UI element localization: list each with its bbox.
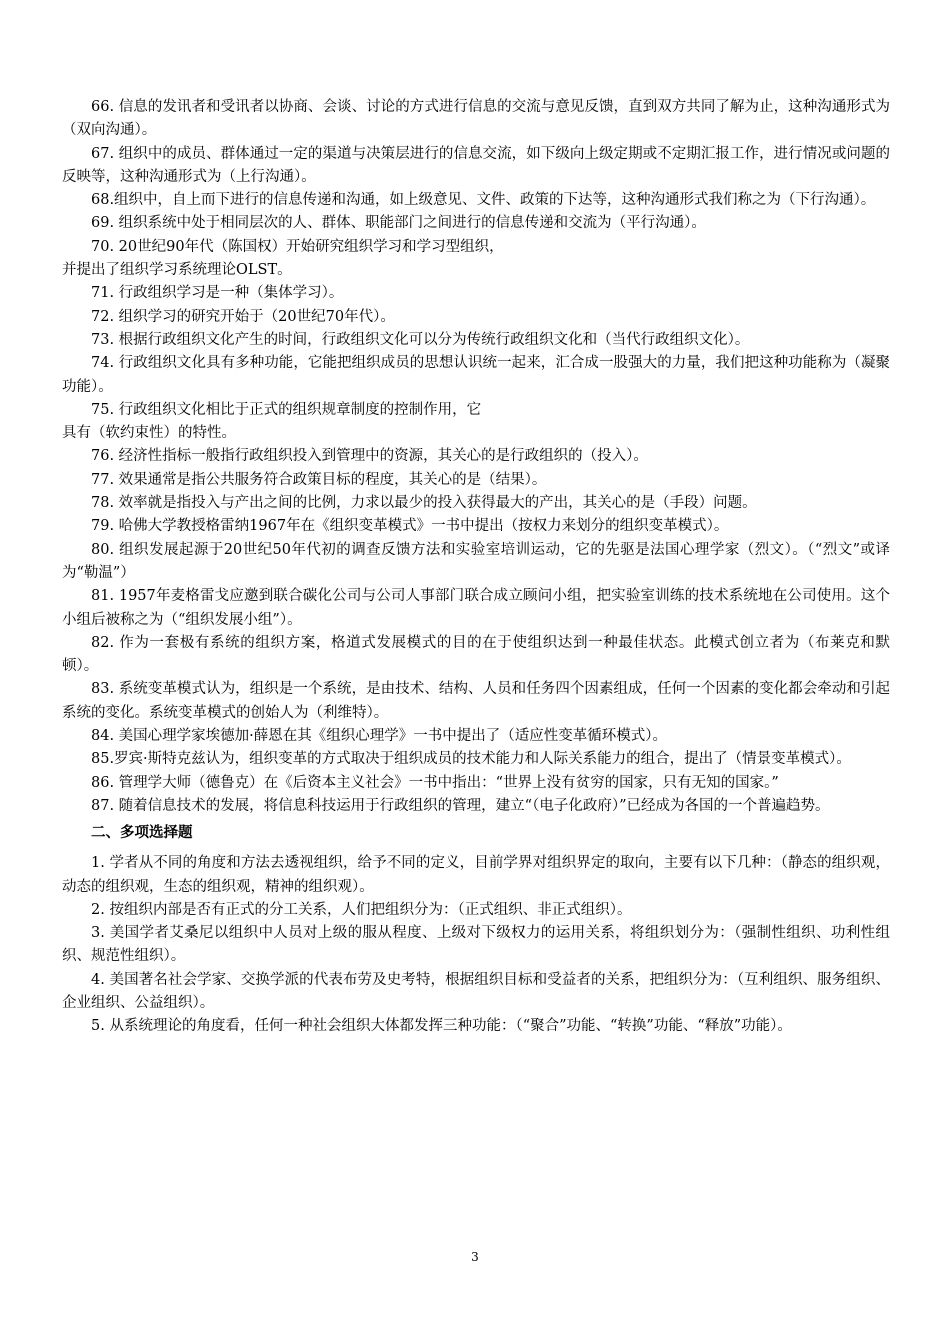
question-78: 78. 效率就是指投入与产出之间的比例，力求以最少的投入获得最大的产出，其关心的是（手段）问题。	[91, 495, 757, 512]
question-87: 87. 随着信息技术的发展，将信息科技运用于行政组织的管理，建立“（电子化政府）”已经成为各国的一个普遍趋势。	[91, 797, 830, 814]
question-84: 84. 美国心理学家埃德加·薛恩在其《组织心理学》一书中提出了（适应性变革循环模式）。	[91, 728, 668, 745]
question-76: 76. 经济性指标一般指行政组织投入到管理中的资源，其关心的是行政组织的（投入）。	[91, 448, 648, 465]
page-number: 3	[471, 1250, 479, 1264]
question-71: 71. 行政组织学习是一种（集体学习）。	[91, 285, 344, 302]
multi-question-5: 5. 从系统理论的角度看，任何一种社会组织大体都发挥三种功能：（“聚合”功能、“转换”功能、“释放”功能）。	[91, 1018, 792, 1035]
question-68: 68.组织中，自上而下进行的信息传递和沟通，如上级意见、文件、政策的下达等，这种沟通形式我们称之为（下行沟通）。	[91, 192, 876, 209]
question-66: 66. 信息的发讯者和受讯者以协商、会谈、讨论的方式进行信息的交流与意见反馈，直到双方共同了解为止，这种沟通形式为（双向沟通）。	[62, 99, 890, 139]
question-75: 75. 行政组织文化相比于正式的组织规章制度的控制作用，它	[91, 401, 482, 418]
question-81: 81. 1957年麦格雷戈应邀到联合碳化公司与公司人事部门联合成立顾问小组，把实验室训练的技术系统地在公司使用。这个小组后被称之为（“组织发展小组”）。	[62, 588, 890, 628]
multi-question-4: 4. 美国著名社会学家、交换学派的代表布劳及史考特，根据组织目标和受益者的关系，把组织分为：（互利组织、服务组织、企业组织、公益组织）。	[62, 971, 890, 1011]
question-85: 85.罗宾·斯特克兹认为，组织变革的方式取决于组织成员的技术能力和人际关系能力的组合，提出了（情景变革模式）。	[91, 751, 851, 768]
question-72: 72. 组织学习的研究开始于（20世纪70年代）。	[91, 308, 395, 325]
multi-question-3: 3. 美国学者艾桑尼以组织中人员对上级的服从程度、上级对下级权力的运用关系，将组织划分为：（强制性组织、功利性组织、规范性组织）。	[62, 925, 890, 965]
question-75-continued: 具有（软约束性）的特性。	[62, 425, 236, 442]
question-67: 67. 组织中的成员、群体通过一定的渠道与决策层进行的信息交流，如下级向上级定期或不定期汇报工作，进行情况或问题的反映等，这种沟通形式为（上行沟通）。	[62, 145, 890, 185]
question-70-continued: 并提出了组织学习系统理论OLST。	[62, 262, 292, 279]
question-82: 82. 作为一套极有系统的组织方案，格道式发展模式的目的在于使组织达到一种最佳状态。此模式创立者为（布莱克和默顿）。	[62, 634, 890, 675]
multi-question-2: 2. 按组织内部是否有正式的分工关系，人们把组织分为：（正式组织、非正式组织）。	[91, 901, 632, 918]
question-77: 77. 效果通常是指公共服务符合政策目标的程度，其关心的是（结果）。	[91, 471, 547, 488]
question-70: 70. 20世纪90年代（陈国权）开始研究组织学习和学习型组织，	[91, 238, 504, 255]
question-79: 79. 哈佛大学教授格雷纳1967年在《组织变革模式》一书中提出（按权力来划分的组织变革模式）。	[91, 518, 729, 535]
question-80: 80. 组织发展起源于20世纪50年代初的调查反馈方法和实验室培训运动，它的先驱是法国心理学家（烈文）。（“烈文”或译为“勒温”）	[62, 541, 890, 581]
question-86: 86. 管理学大师（德鲁克）在《后资本主义社会》一书中指出：“世界上没有贫穷的国家，只有无知的国家。”	[91, 774, 779, 791]
document-body	[62, 96, 890, 1039]
multi-question-1: 1. 学者从不同的角度和方法去透视组织，给予不同的定义，目前学界对组织界定的取向，主要有以下几种：（静态的组织观，动态的组织观，生态的组织观，精神的组织观）。	[62, 855, 890, 895]
question-69: 69. 组织系统中处于相同层次的人、群体、职能部门之间进行的信息传递和交流为（平行沟通）。	[91, 215, 706, 232]
question-83: 83. 系统变革模式认为，组织是一个系统，是由技术、结构、人员和任务四个因素组成，任何一个因素的变化都会牵动和引起系统的变化。系统变革模式的创始人为（利维特）。	[62, 681, 890, 721]
question-73: 73. 根据行政组织文化产生的时间，行政组织文化可以分为传统行政组织文化和（当代行政组织文化）。	[91, 331, 750, 348]
question-74: 74. 行政组织文化具有多种功能，它能把组织成员的思想认识统一起来，汇合成一股强大的力量，我们把这种功能称为（凝聚功能）。	[62, 355, 890, 395]
section-heading: 二、多项选择题	[91, 824, 193, 842]
